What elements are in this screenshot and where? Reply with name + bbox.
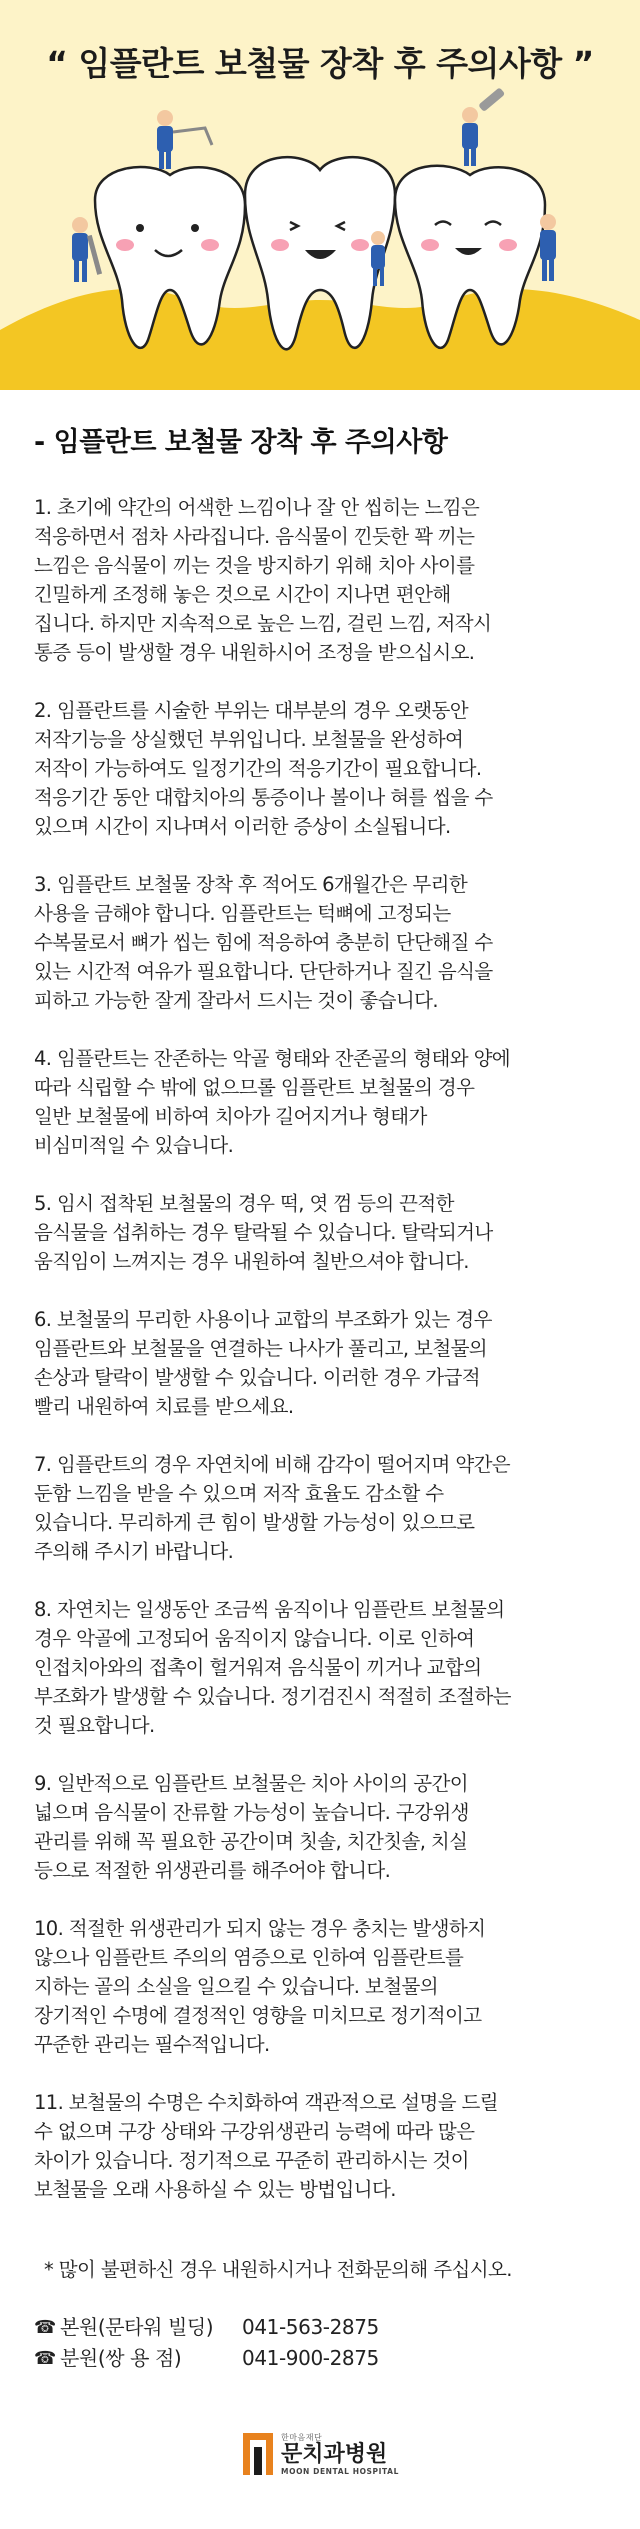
logo-mark-icon xyxy=(241,2431,275,2477)
list-item: 4. 임플란트는 잔존하는 악골 형태와 잔존골의 형태와 양에 따라 식립할 수 밖에 없으므롤 임플란트 보철물의 경우 일반 보철물에 비하여 치아가 길어지거나 형태가 비심미적일 수 있습니다. xyxy=(34,1047,511,1157)
contact-sub-branch xyxy=(34,2343,606,2374)
footer-note: * 많이 불편하신 경우 내원하시거나 전화문의해 주십시오. xyxy=(44,2258,512,2281)
notes-list xyxy=(34,493,606,2204)
contact-main-branch xyxy=(34,2312,606,2343)
phone-number[interactable]: 041-900-2875 xyxy=(242,2346,379,2370)
worker-figure-top-left xyxy=(157,110,212,169)
logo-subtitle: 한마음재단 xyxy=(281,2433,323,2442)
list-item: 3. 임플란트 보철물 장착 후 적어도 6개월간은 무리한 사용을 금해야 합니다. 임플란트는 턱뼈에 고정되는 수복물로서 뼈가 씹는 힘에 적응하여 충분히 단단해질 수 있는 시간적 여유가 필요합니다. 단단하거나 질긴 음식을 피하고 가능한 잘게 잘라서 드시는 것이 좋습니다. xyxy=(34,873,493,1012)
list-item: 9. 일반적으로 임플란트 보철물은 치아 사이의 공간이 넓으며 음식물이 잔류할 가능성이 높습니다. 구강위생 관리를 위해 꼭 필요한 공간이며 칫솔, 치간칫솔, 치실 등으로 적절한 위생관리를 해주어야 합니다. xyxy=(34,1772,469,1882)
worker-figure-middle xyxy=(371,231,385,286)
phone-icon: ☎ xyxy=(34,2348,57,2369)
hero-title: “ 임플란트 보철물 장착 후 주의사항 ” xyxy=(46,44,594,83)
worker-figure-right xyxy=(540,214,556,281)
branch-name: 본원(문타워 빌딩) xyxy=(60,2315,214,2339)
content-area xyxy=(0,420,640,2478)
hero-banner xyxy=(0,0,640,390)
list-item: 8. 자연치는 일생동안 조금씩 움직이나 임플란트 보철물의 경우 악골에 고정되어 움직이지 않습니다. 이로 인하여 인접치아와의 접촉이 헐거워져 음식물이 끼거나 교합의 부조화가 발생할 수 있습니다. 정기검진시 적절히 조절하는 것 필요합니다. xyxy=(34,1598,511,1737)
hospital-logo xyxy=(220,2430,420,2478)
list-item: 1. 초기에 약간의 어색한 느낌이나 잘 안 씹히는 느낌은 적응하면서 점차 사라집니다. 음식물이 낀듯한 꽉 끼는 느낌은 음식물이 끼는 것을 방지하기 위해 치아 사이를 긴밀하게 조정해 놓은 것으로 시간이 지나면 편안해 집니다. 하지만 지속적으로 높은 느낌, 걸린 느낌, 저작시 통증 등이 발생할 경우 내원하시어 조정을 받으십시오. xyxy=(34,496,492,664)
logo-name: 문치과병원 xyxy=(281,2442,388,2467)
list-item: 7. 임플란트의 경우 자연치에 비해 감각이 떨어지며 약간은 둔함 느낌을 받을 수 있으며 저작 효율도 감소할 수 있습니다. 무리하게 큰 힘이 발생할 가능성이 있으므로 주의해 주시기 바랍니다. xyxy=(34,1453,511,1563)
section-heading: - 임플란트 보철물 장착 후 주의사항 xyxy=(34,427,448,458)
list-item: 5. 임시 접착된 보철물의 경우 떡, 엿 껌 등의 끈적한 음식물을 섭취하는 경우 탈락될 수 있습니다. 탈락되거나 움직임이 느껴지는 경우 내원하여 칠반으셔야 합니다. xyxy=(34,1192,493,1273)
logo-english: MOON DENTAL HOSPITAL xyxy=(281,2467,399,2476)
worker-figure-top-right xyxy=(462,87,505,166)
list-item: 2. 임플란트를 시술한 부위는 대부분의 경우 오랫동안 저작기능을 상실했던 부위입니다. 보철물을 완성하여 저작이 가능하여도 일정기간의 적응기간이 필요합니다. 적응기간 동안 대합치아의 통증이나 볼이나 혀를 씹을 수 있으며 시간이 지나며서 이러한 증상이 소실됩니다. xyxy=(34,699,493,838)
branch-name: 분원(쌍 용 점) xyxy=(60,2346,182,2370)
phone-number[interactable]: 041-563-2875 xyxy=(242,2315,379,2339)
gum-shape xyxy=(0,289,640,390)
contact-list xyxy=(34,2312,606,2374)
list-item: 11. 보철물의 수명은 수치화하여 객관적으로 설명을 드릴 수 없으며 구강 상태와 구강위생관리 능력에 따라 많은 차이가 있습니다. 정기적으로 꾸준히 관리하시는 것이 보철물을 오래 사용하실 수 있는 방법입니다. xyxy=(34,2091,499,2201)
list-item: 6. 보철물의 무리한 사용이나 교합의 부조화가 있는 경우 임플란트와 보철물을 연결하는 나사가 풀리고, 보철물의 손상과 탈락이 발생할 수 있습니다. 이러한 경우 가급적 빨리 내원하여 치료를 받으세요. xyxy=(34,1308,492,1418)
phone-icon: ☎ xyxy=(34,2317,57,2338)
list-item: 10. 적절한 위생관리가 되지 않는 경우 충치는 발생하지 않으나 임플란트 주의의 염증으로 인하여 임플란트를 지하는 골의 소실을 일으킬 수 있습니다. 보철물의 장기적인 수명에 결정적인 영향을 미치므로 정기적이고 꾸준한 관리는 필수적입니다. xyxy=(34,1917,486,2056)
